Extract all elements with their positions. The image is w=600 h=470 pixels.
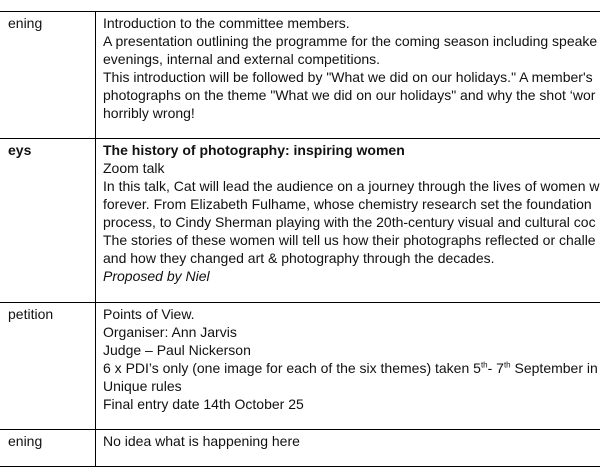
- description-line: Introduction to the committee members.: [103, 15, 350, 31]
- ordinal-suffix: th: [480, 360, 488, 370]
- programme-table: [0, 11, 600, 467]
- event-description-cell: [96, 303, 600, 430]
- description-line: Final entry date 14th October 25: [103, 396, 304, 412]
- event-title: petition: [8, 306, 54, 322]
- description-line: No idea what is happening here: [103, 433, 300, 449]
- proposer-note: Proposed by Niel: [103, 268, 210, 284]
- event-title-cell: [0, 12, 96, 139]
- event-title: ening: [8, 433, 43, 449]
- ordinal-suffix: th: [503, 360, 511, 370]
- description-line: photographs on the theme "What we did on our holidays" and why the shot ‘wor: [103, 87, 596, 103]
- description-line: In this talk, Cat will lead the audience on a journey through the lives of women w: [103, 178, 600, 194]
- talk-heading: The history of photography: inspiring women: [103, 142, 405, 158]
- event-title: ening: [8, 15, 43, 31]
- description-line: and how they changed art & photography through the decades.: [103, 250, 495, 266]
- table-row: [0, 430, 600, 467]
- event-title: eys: [8, 142, 32, 158]
- pdi-text: 6 x PDI’s only (one image for each of the six themes) taken 5: [103, 360, 481, 376]
- description-line: horribly wrong!: [103, 105, 195, 121]
- description-line: forever. From Elizabeth Fulhame, whose chemistry research set the foundation: [103, 196, 592, 212]
- table-row: [0, 303, 600, 430]
- description-line: A presentation outlining the programme for the coming season including speake: [103, 33, 598, 49]
- table-row: [0, 139, 600, 303]
- pdi-text: September in: [510, 360, 598, 376]
- event-title-cell: [0, 430, 96, 467]
- description-line: Organiser: Ann Jarvis: [103, 324, 237, 340]
- event-title-cell: [0, 303, 96, 430]
- table-row: [0, 12, 600, 139]
- description-line: evenings, internal and external competitions.: [103, 51, 381, 67]
- description-line: Points of View.: [103, 306, 195, 322]
- description-line: Zoom talk: [103, 160, 165, 176]
- event-description-cell: [96, 139, 600, 303]
- event-description-cell: [96, 12, 600, 139]
- event-title-cell: [0, 139, 96, 303]
- description-line: The stories of these women will tell us how their photographs reflected or challe: [103, 232, 596, 248]
- description-line: Unique rules: [103, 378, 182, 394]
- event-description-cell: [96, 430, 600, 467]
- description-line: This introduction will be followed by "What we did on our holidays." A member's: [103, 69, 593, 85]
- description-line: process, to Cindy Sherman playing with the 20th-century visual and cultural coc: [103, 214, 596, 230]
- description-line: Judge – Paul Nickerson: [103, 342, 251, 358]
- pdi-rule-line: [103, 359, 600, 377]
- pdi-text: - 7: [487, 360, 504, 376]
